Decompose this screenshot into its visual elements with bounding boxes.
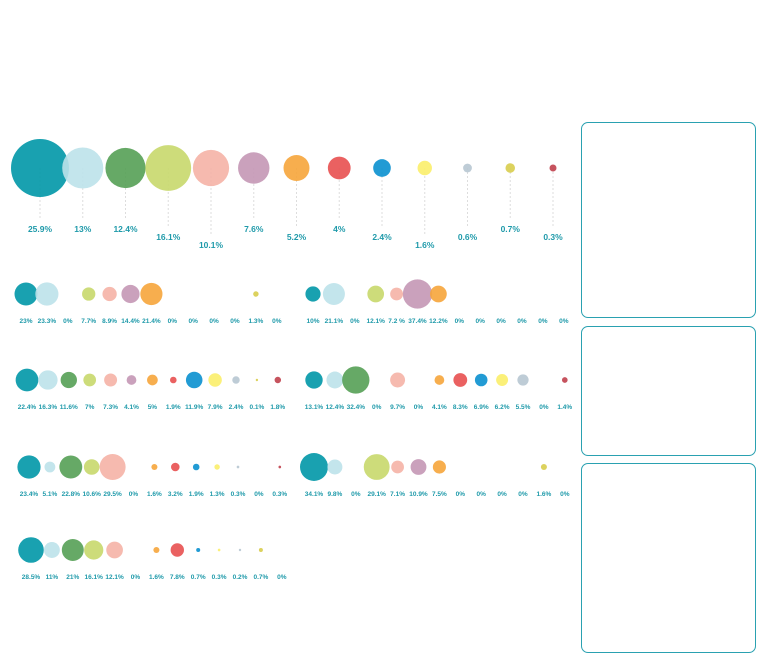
bubble-main[interactable] bbox=[238, 152, 269, 183]
info-panel-bottom[interactable] bbox=[581, 463, 756, 653]
bubble-main-label: 4% bbox=[333, 224, 346, 234]
bubble-small[interactable] bbox=[171, 543, 184, 556]
bubble-small[interactable] bbox=[403, 279, 432, 308]
bubble-small-label: 23% bbox=[19, 318, 33, 325]
bubble-small-label: 0.1% bbox=[249, 404, 265, 411]
bubble-main-label: 0.6% bbox=[457, 232, 478, 242]
bubble-small[interactable] bbox=[151, 464, 157, 470]
bubble-small[interactable] bbox=[153, 547, 159, 553]
small-bubble-row bbox=[300, 453, 570, 498]
bubble-small-label: 7.5% bbox=[431, 491, 447, 498]
bubble-small[interactable] bbox=[127, 375, 137, 385]
bubble-small-label: 1.9% bbox=[188, 491, 204, 498]
bubble-small-label: 11.9% bbox=[185, 404, 204, 411]
bubble-small[interactable] bbox=[147, 375, 158, 386]
bubble-small-label: 0% bbox=[277, 574, 287, 581]
bubble-small-label: 11.6% bbox=[59, 404, 78, 411]
bubble-small-label: 7.3% bbox=[103, 404, 119, 411]
info-panel-top[interactable] bbox=[581, 122, 756, 318]
bubble-small[interactable] bbox=[82, 287, 95, 300]
bubble-small-label: 0.2% bbox=[232, 574, 248, 581]
bubble-small-label: 10.6% bbox=[82, 491, 101, 498]
bubble-small[interactable] bbox=[170, 377, 177, 384]
bubble-small[interactable] bbox=[104, 374, 117, 387]
bubble-small-label: 14.4% bbox=[121, 318, 140, 325]
bubble-small-label: 7.1% bbox=[390, 491, 406, 498]
bubble-small-label: 0% bbox=[350, 318, 360, 325]
bubble-small-label: 12.2% bbox=[429, 318, 448, 325]
bubble-small-label: 5.1% bbox=[42, 491, 58, 498]
bubble-small-label: 0.3% bbox=[230, 491, 246, 498]
bubble-small-label: 0% bbox=[230, 318, 240, 325]
bubble-small[interactable] bbox=[18, 537, 44, 563]
bubble-small[interactable] bbox=[100, 454, 126, 480]
bubble-small-label: 0% bbox=[371, 404, 382, 411]
bubble-small-label: 0% bbox=[254, 491, 264, 498]
bubble-small-label: 3.2% bbox=[167, 491, 183, 498]
bubble-small[interactable] bbox=[140, 283, 162, 305]
bubble-small-label: 0.7% bbox=[253, 574, 269, 581]
bubble-small-label: 0% bbox=[518, 491, 528, 498]
bubble-small[interactable] bbox=[453, 373, 467, 387]
bubble-small[interactable] bbox=[239, 549, 241, 551]
bubble-small-label: 0% bbox=[538, 318, 548, 325]
bubble-small-label: 0% bbox=[413, 404, 424, 411]
bubble-small-label: 7% bbox=[84, 404, 95, 411]
bubble-main-label: 0.7% bbox=[500, 224, 520, 234]
bubble-small[interactable] bbox=[16, 369, 39, 392]
small-bubble-row bbox=[18, 537, 287, 581]
bubble-small-label: 16.1% bbox=[84, 574, 103, 581]
bubble-small[interactable] bbox=[430, 286, 447, 303]
bubble-small[interactable] bbox=[496, 374, 508, 386]
bubble-small-label: 0% bbox=[351, 491, 361, 498]
small-bubble-row bbox=[305, 366, 573, 411]
bubble-small-label: 0% bbox=[63, 318, 73, 325]
bubble-small-label: 1.3% bbox=[248, 318, 264, 325]
bubble-small-label: 1.8% bbox=[270, 404, 286, 411]
bubble-small[interactable] bbox=[305, 286, 320, 301]
bubble-main[interactable] bbox=[193, 150, 229, 186]
small-bubble-row bbox=[17, 454, 287, 498]
bubble-small[interactable] bbox=[278, 466, 281, 469]
bubble-small[interactable] bbox=[327, 459, 342, 474]
bubble-small-label: 0% bbox=[497, 491, 507, 498]
bubble-small-label: 0% bbox=[539, 404, 549, 411]
bubble-small[interactable] bbox=[121, 285, 139, 303]
bubble-main-label: 2.4% bbox=[372, 232, 392, 242]
bubble-small-label: 16.3% bbox=[38, 404, 58, 411]
bubble-main[interactable] bbox=[62, 147, 103, 188]
bubble-small-label: 8.3% bbox=[452, 404, 468, 411]
bubble-small-label: 29.1% bbox=[367, 491, 386, 498]
bubble-small[interactable] bbox=[171, 463, 180, 472]
bubble-main[interactable] bbox=[463, 164, 472, 173]
bubble-small-label: 5% bbox=[147, 404, 158, 411]
bubble-small[interactable] bbox=[475, 374, 488, 387]
bubble-main[interactable] bbox=[373, 159, 391, 177]
bubble-small-label: 1.9% bbox=[165, 404, 181, 411]
bubble-small-label: 0% bbox=[167, 318, 178, 325]
bubble-small[interactable] bbox=[237, 466, 240, 469]
bubble-small[interactable] bbox=[44, 542, 60, 558]
bubble-small[interactable] bbox=[17, 455, 40, 478]
bubble-small[interactable] bbox=[15, 283, 38, 306]
bubble-small-label: 21% bbox=[66, 574, 80, 581]
bubble-small-label: 8.9% bbox=[102, 318, 118, 325]
bubble-small-label: 0% bbox=[188, 318, 198, 325]
bubble-small[interactable] bbox=[61, 372, 77, 388]
bubble-main-label: 13% bbox=[74, 224, 92, 234]
bubble-main[interactable] bbox=[328, 157, 351, 180]
bubble-small[interactable] bbox=[193, 464, 200, 471]
bubble-small[interactable] bbox=[323, 283, 345, 305]
bubble-small[interactable] bbox=[541, 464, 547, 470]
bubble-small[interactable] bbox=[305, 371, 322, 388]
bubble-small-label: 0% bbox=[130, 574, 141, 581]
bubble-small-label: 7.9% bbox=[207, 404, 223, 411]
bubble-small[interactable] bbox=[253, 291, 258, 296]
bubble-small-label: 0% bbox=[476, 491, 486, 498]
bubble-small-label: 7.7% bbox=[81, 318, 97, 325]
bubble-small-label: 13.1% bbox=[304, 404, 324, 411]
bubble-small-label: 28.5% bbox=[21, 574, 41, 581]
bubble-small[interactable] bbox=[391, 461, 404, 474]
bubble-main-label: 5.2% bbox=[286, 232, 307, 242]
bubble-small-label: 4.1% bbox=[124, 404, 139, 411]
bubble-small-label: 1.6% bbox=[146, 491, 162, 498]
bubble-small-label: 11% bbox=[45, 574, 59, 581]
info-panel-middle[interactable] bbox=[581, 326, 756, 456]
small-bubble-row bbox=[16, 369, 286, 411]
bubble-small-label: 10.9% bbox=[409, 491, 428, 498]
bubble-main[interactable] bbox=[11, 139, 69, 197]
bubble-small-label: 1.4% bbox=[557, 404, 573, 411]
bubble-small[interactable] bbox=[256, 379, 258, 381]
bubble-small[interactable] bbox=[433, 460, 446, 473]
bubble-small-label: 12.1% bbox=[105, 574, 124, 581]
bubble-small-label: 0% bbox=[272, 318, 282, 325]
bubble-small-label: 34.1% bbox=[304, 491, 324, 498]
bubble-small-label: 23.4% bbox=[19, 491, 39, 498]
bubble-small[interactable] bbox=[218, 549, 221, 552]
bubble-main-label: 10.1% bbox=[198, 240, 224, 250]
bubble-small[interactable] bbox=[102, 287, 116, 301]
bubble-main[interactable] bbox=[418, 161, 432, 175]
bubble-small[interactable] bbox=[38, 370, 57, 389]
bubble-small[interactable] bbox=[259, 548, 263, 552]
bubble-small-label: 7.8% bbox=[169, 574, 185, 581]
bubble-small[interactable] bbox=[106, 542, 123, 559]
bubble-small[interactable] bbox=[62, 539, 84, 561]
bubble-main-label: 25.9% bbox=[27, 224, 53, 234]
bubble-small-label: 0% bbox=[475, 318, 485, 325]
bubble-main[interactable] bbox=[105, 148, 145, 188]
bubble-small-label: 0% bbox=[209, 318, 219, 325]
bubble-small-label: 0% bbox=[454, 318, 465, 325]
bubble-main-label: 7.6% bbox=[244, 224, 264, 234]
bubble-small-label: 12.4% bbox=[325, 404, 345, 411]
bubble-small[interactable] bbox=[232, 376, 239, 383]
bubble-main[interactable] bbox=[284, 155, 310, 181]
bubble-small[interactable] bbox=[562, 377, 568, 383]
bubble-small-label: 22.4% bbox=[17, 404, 37, 411]
bubble-main-label: 1.6% bbox=[415, 240, 435, 250]
bubble-small-label: 4.1% bbox=[431, 404, 447, 411]
bubble-small-label: 0.3% bbox=[211, 574, 227, 581]
bubble-small[interactable] bbox=[83, 374, 96, 387]
bubble-main-label: 12.4% bbox=[113, 224, 138, 234]
small-bubble-row bbox=[15, 282, 282, 325]
bubble-small-label: 0.7% bbox=[190, 574, 206, 581]
bubble-small-label: 0% bbox=[560, 491, 570, 498]
bubble-small-label: 1.6% bbox=[536, 491, 552, 498]
bubble-small[interactable] bbox=[196, 548, 200, 552]
bubble-small-label: 9.7% bbox=[390, 404, 406, 411]
bubble-small[interactable] bbox=[208, 373, 221, 386]
bubble-main[interactable] bbox=[145, 145, 191, 191]
bubble-small[interactable] bbox=[84, 540, 103, 559]
bubble-small-label: 0% bbox=[517, 318, 527, 325]
bubble-small-label: 29.5% bbox=[103, 491, 122, 498]
bubble-small-label: 2.4% bbox=[228, 404, 244, 411]
bubble-main[interactable] bbox=[505, 163, 515, 173]
bubble-small[interactable] bbox=[390, 373, 405, 388]
bubble-small-label: 22.8% bbox=[61, 491, 81, 498]
bubble-small-label: 5.5% bbox=[515, 404, 531, 411]
bubble-small[interactable] bbox=[364, 454, 390, 480]
bubble-small-label: 10% bbox=[306, 318, 320, 325]
bubble-small-label: 0% bbox=[455, 491, 466, 498]
bubble-small[interactable] bbox=[342, 366, 369, 393]
bubble-small[interactable] bbox=[84, 459, 100, 475]
bubble-small[interactable] bbox=[326, 372, 343, 389]
bubble-small-label: 23.3% bbox=[37, 318, 57, 325]
bubble-small-label: 6.9% bbox=[473, 404, 489, 411]
bubble-small[interactable] bbox=[517, 374, 528, 385]
bubble-small[interactable] bbox=[59, 456, 82, 479]
bubble-small[interactable] bbox=[44, 462, 55, 473]
bubble-small-label: 12.1% bbox=[366, 318, 385, 325]
bubble-small[interactable] bbox=[275, 377, 281, 383]
bubble-small[interactable] bbox=[411, 459, 427, 475]
bubble-small-label: 1.6% bbox=[148, 574, 164, 581]
bubble-small-label: 7.2 % bbox=[388, 318, 405, 325]
bubble-small[interactable] bbox=[214, 464, 219, 469]
bubble-small[interactable] bbox=[435, 375, 445, 385]
bubble-small[interactable] bbox=[390, 288, 403, 301]
bubble-small[interactable] bbox=[300, 453, 328, 481]
bubble-small-label: 0.3% bbox=[272, 491, 288, 498]
small-bubble-row bbox=[305, 279, 568, 325]
bubble-main[interactable] bbox=[550, 165, 557, 172]
bubble-small[interactable] bbox=[186, 372, 203, 389]
bubble-small-label: 21.1% bbox=[324, 318, 344, 325]
bubble-small-label: 1.3% bbox=[209, 491, 225, 498]
bubble-small-label: 6.2% bbox=[494, 404, 510, 411]
bubble-small[interactable] bbox=[367, 286, 384, 303]
bubble-main-label: 0.3% bbox=[543, 232, 563, 242]
bubble-small-label: 37.4% bbox=[408, 318, 427, 325]
bubble-main-label: 16.1% bbox=[156, 232, 181, 242]
bubble-small-label: 0% bbox=[128, 491, 139, 498]
bubble-small-label: 0% bbox=[496, 318, 506, 325]
bubble-small-label: 21.4% bbox=[142, 318, 161, 325]
bubble-small[interactable] bbox=[35, 282, 58, 305]
bubble-small-label: 9.8% bbox=[327, 491, 343, 498]
bubble-small-label: 0% bbox=[559, 318, 569, 325]
bubble-small-label: 32.4% bbox=[346, 404, 366, 411]
